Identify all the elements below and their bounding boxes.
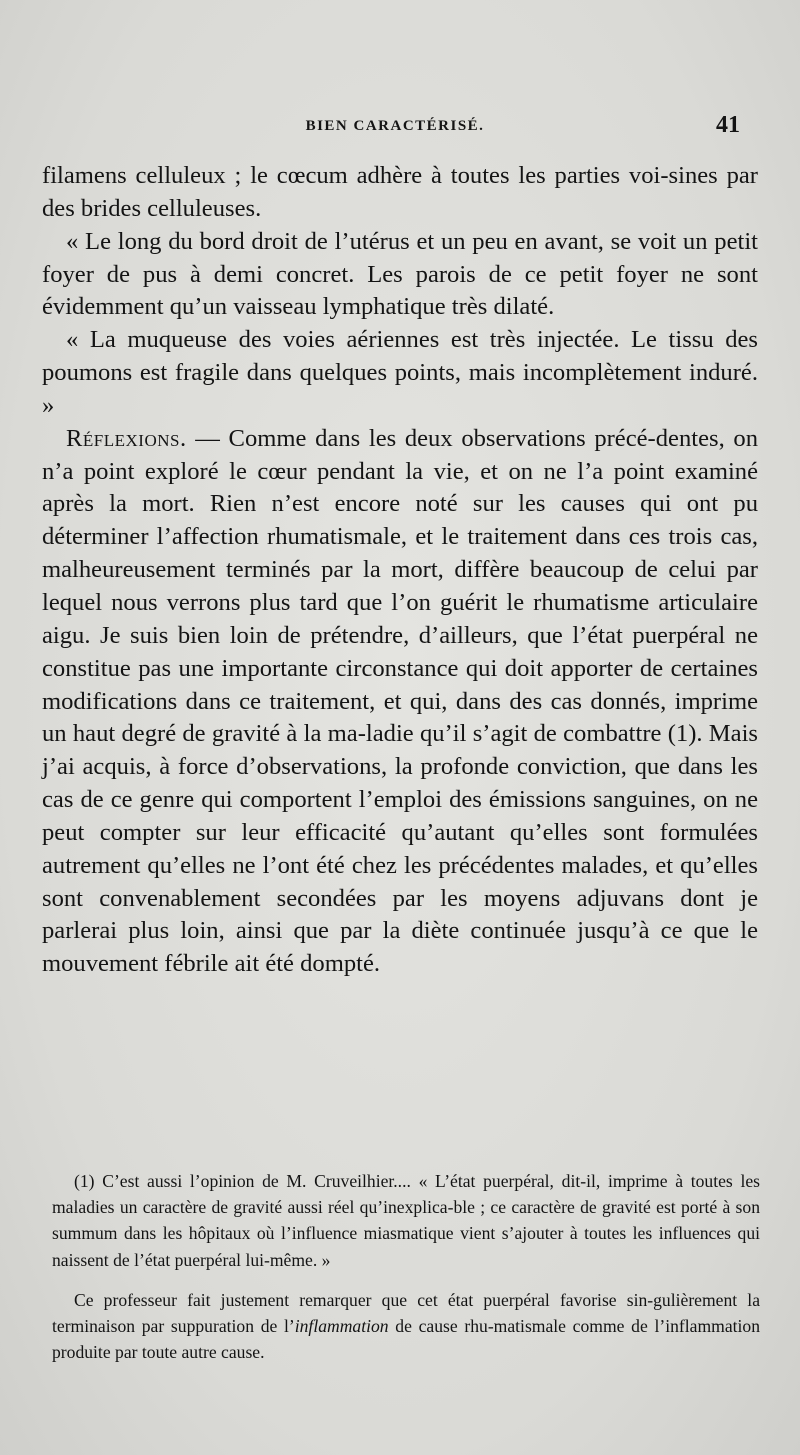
footnote-1: (1) C’est aussi l’opinion de M. Cruveilhier.... « L’état puerpéral, dit-il, imprime à toutes les maladies un caractère de gravité aussi réel qu’inexplica-ble ; ce caractère de gravité est porté à son summum dans les hôpitaux où l’influence miasmatique vient s’ajouter à toutes les influences qui naissent de l’état puerpéral lui-même. » — [52, 1171, 760, 1270]
paragraph-continuation: filamens celluleux ; le cœcum adhère à toutes les parties voi-sines par des brides celluleuses. — [42, 162, 758, 222]
footnote-remark-italic: inflammation — [294, 1316, 389, 1337]
page-number: 41 — [716, 112, 740, 138]
page-header — [0, 112, 800, 142]
running-title: BIEN CARACTÉRISÉ. — [305, 118, 485, 134]
paragraph-muqueuse: « La muqueuse des voies aériennes est très injectée. Le tissu des poumons est fragile dans quelques points, mais incomplètement induré. » — [42, 326, 758, 419]
main-text — [42, 160, 758, 981]
reflexions-text: — Comme dans les deux observations précé-dentes, on n’a point exploré le cœur pendant la vie, et on ne l’a point examiné après la mort. Rien n’est encore noté sur les causes qui ont pu déterminer l’affection rhumatismale, et le traitement dans ces trois cas, malheureusement terminés par la mort, diffère beaucoup de celui par lequel nous verrons plus tard que l’on guérit le rhumatisme articulaire aigu. Je suis bien loin de prétendre, d’ailleurs, que l’état puerpéral ne constitue pas une importante circonstance qui doit apporter de certaines modifications dans ce traitement, et qui, dans des cas donnés, imprime un haut degré de gravité à la ma-ladie qu’il s’agit de combattre (1). Mais j’ai acquis, à force d’observations, la profonde conviction, que dans les cas de ce genre qui comportent l’emploi des émissions sanguines, on ne peut compter sur leur efficacité qu’autant qu’elles sont formulées autrement qu’elles ne l’ont été chez les précédentes malades, et qu’elles sont convenablement secondées par les moyens adjuvans dont je parlerai plus loin, ainsi que par la diète continuée jusqu’à ce que le mouvement fébrile ait été dompté. — [42, 424, 758, 978]
footnote-remark-before: Ce professeur fait justement remarquer que cet état puerpéral favorise sin-gulièrement la terminaison par suppuration de l’ — [52, 1289, 760, 1337]
footnote-remark-after: de cause rhu-matismale comme de l’inflammation produite par toute autre cause. — [52, 1316, 760, 1363]
paragraph-uterus: « Le long du bord droit de l’utérus et un peu en avant, se voit un petit foyer de pus à demi concret. Les parois de ce petit foyer ne sont évidemment qu’un vaisseau lymphatique très dilaté. — [42, 227, 758, 321]
reflexions-heading: Réflexions. — [66, 424, 187, 452]
footnotes — [52, 1168, 760, 1365]
paragraph-reflexions — [42, 423, 758, 981]
footnote-remark — [52, 1287, 760, 1366]
